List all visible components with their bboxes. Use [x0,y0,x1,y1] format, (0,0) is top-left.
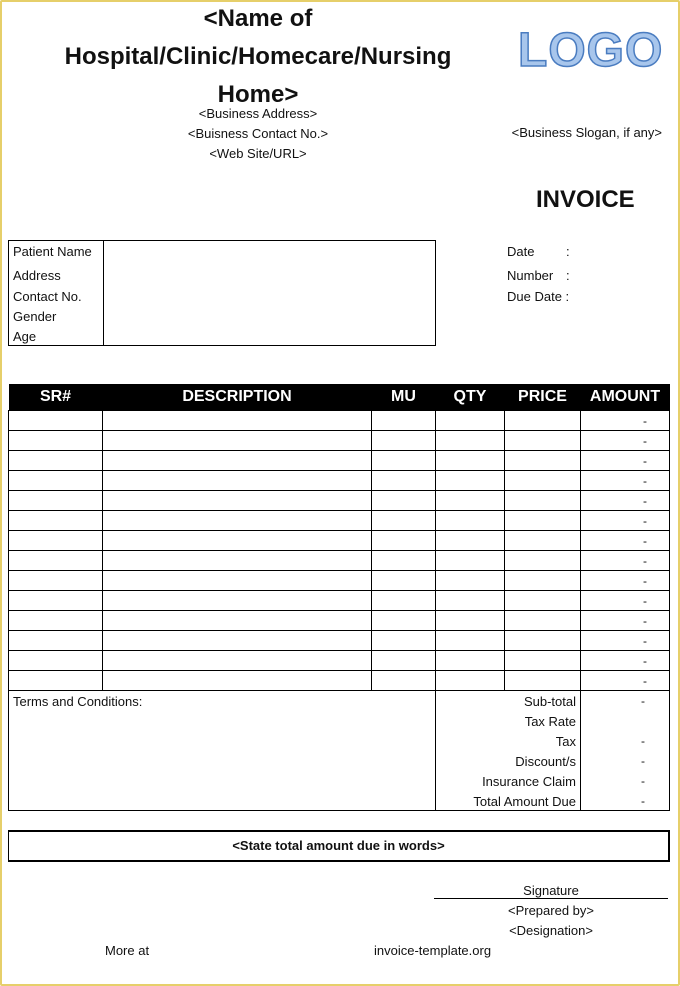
insurance-claim-value: - [641,774,645,788]
col-header-sr: SR# [9,384,103,411]
total-amount-due-label: Total Amount Due [473,794,576,809]
contact-no-label: Contact No. [13,289,82,304]
sr-cell[interactable] [9,531,103,551]
business-address: <Business Address> [198,106,318,121]
sr-cell[interactable] [9,651,103,671]
col-header-description: DESCRIPTION [103,384,372,411]
qty-cell[interactable] [436,531,505,551]
signature-line [434,898,668,899]
number-label: Number [507,268,554,283]
subtotal-label: Sub-total [523,694,576,709]
subtotal-value: - [641,694,645,708]
description-cell[interactable] [103,591,372,611]
qty-cell[interactable] [436,551,505,571]
mu-cell[interactable] [372,451,436,471]
invoice-heading: INVOICE [536,186,635,213]
date-label: Date [507,244,535,259]
col-header-amount: AMOUNT [581,384,670,411]
patient-info-box [8,240,436,346]
amount-cell[interactable]: - [581,431,670,451]
price-cell[interactable] [505,411,581,431]
table-row [9,431,670,451]
mu-cell[interactable] [372,591,436,611]
qty-cell[interactable] [436,651,505,671]
table-row [9,491,670,511]
sr-cell[interactable] [9,591,103,611]
mu-cell[interactable] [372,491,436,511]
footer-site-link[interactable]: invoice-template.org [374,943,492,958]
totals-labels-column [435,690,581,810]
col-header-price: PRICE [505,384,581,411]
amount-cell[interactable]: - [581,511,670,531]
sr-cell[interactable] [9,611,103,631]
qty-cell[interactable] [436,491,505,511]
mu-cell[interactable] [372,531,436,551]
mu-cell[interactable] [372,411,436,431]
description-cell[interactable] [103,611,372,631]
description-cell[interactable] [103,471,372,491]
col-header-mu: MU [372,384,436,411]
terms-label: Terms and Conditions: [13,694,143,709]
price-cell[interactable] [505,571,581,591]
table-row [9,551,670,571]
table-row [9,611,670,631]
mu-cell[interactable] [372,511,436,531]
sr-cell[interactable] [9,491,103,511]
price-cell[interactable] [505,491,581,511]
table-row [9,591,670,611]
mu-cell[interactable] [372,431,436,451]
date-colon: : [566,244,570,259]
qty-cell[interactable] [436,631,505,651]
amount-in-words-box[interactable]: <State total amount due in words> [8,830,670,862]
description-cell[interactable] [103,531,372,551]
discount-label: Discount/s [515,754,576,769]
items-table [8,384,670,691]
amount-cell[interactable]: - [581,651,670,671]
price-cell[interactable] [505,631,581,651]
title-line-2: Hospital/Clinic/Homecare/Nursing [64,43,452,70]
sr-cell[interactable] [9,671,103,691]
sr-cell[interactable] [9,431,103,451]
table-row [9,511,670,531]
qty-cell[interactable] [436,511,505,531]
title-line-3: Home> [217,81,299,108]
sr-cell[interactable] [9,471,103,491]
table-row [9,411,670,431]
amount-cell[interactable]: - [581,591,670,611]
table-row [9,631,670,651]
mu-cell[interactable] [372,571,436,591]
discount-value: - [641,754,645,768]
price-cell[interactable] [505,551,581,571]
items-body [9,411,670,691]
footer-more-at: More at [105,943,150,958]
sr-cell[interactable] [9,411,103,431]
amount-cell[interactable]: - [581,411,670,431]
price-cell[interactable] [505,531,581,551]
mu-cell[interactable] [372,671,436,691]
sr-cell[interactable] [9,451,103,471]
table-row [9,571,670,591]
description-cell[interactable] [103,571,372,591]
business-website: <Web Site/URL> [209,146,307,161]
qty-cell[interactable] [436,471,505,491]
gender-label: Gender [13,309,57,324]
sr-cell[interactable] [9,631,103,651]
amount-cell[interactable]: - [581,671,670,691]
amount-cell[interactable]: - [581,611,670,631]
col-header-qty: QTY [436,384,505,411]
qty-cell[interactable] [436,451,505,471]
designation: <Designation> [509,923,593,938]
mu-cell[interactable] [372,551,436,571]
description-cell[interactable] [103,451,372,471]
patient-details-field[interactable] [104,241,435,345]
due-date-label: Due Date : [507,289,570,304]
insurance-claim-label: Insurance Claim [482,774,576,789]
qty-cell[interactable] [436,611,505,631]
amount-cell[interactable]: - [581,571,670,591]
prepared-by: <Prepared by> [507,903,594,918]
price-cell[interactable] [505,451,581,471]
tax-label: Tax [555,734,576,749]
tax-rate-label: Tax Rate [524,714,576,729]
amount-cell[interactable]: - [581,551,670,571]
description-cell[interactable] [103,491,372,511]
amount-cell[interactable]: - [581,531,670,551]
mu-cell[interactable] [372,631,436,651]
table-row [9,471,670,491]
description-cell[interactable] [103,411,372,431]
qty-cell[interactable] [436,591,505,611]
business-name-title [30,0,486,114]
age-label: Age [13,329,37,344]
tax-value: - [641,734,645,748]
amount-cell[interactable]: - [581,631,670,651]
amount-cell[interactable]: - [581,491,670,511]
description-cell[interactable] [103,671,372,691]
table-row [9,671,670,691]
price-cell[interactable] [505,431,581,451]
total-amount-due-value: - [641,794,645,808]
mu-cell[interactable] [372,651,436,671]
sr-cell[interactable] [9,511,103,531]
logo: LOGO [518,24,664,77]
amount-cell[interactable]: - [581,451,670,471]
description-cell[interactable] [103,551,372,571]
patient-name-label: Patient Name [13,244,92,259]
title-line-1: <Name of [203,5,313,32]
price-cell[interactable] [505,611,581,631]
description-cell[interactable] [103,511,372,531]
business-slogan: <Business Slogan, if any> [511,125,662,140]
qty-cell[interactable] [436,671,505,691]
price-cell[interactable] [505,511,581,531]
table-row [9,531,670,551]
mu-cell[interactable] [372,611,436,631]
description-cell[interactable] [103,651,372,671]
patient-labels-column [9,241,104,345]
address-label: Address [13,268,61,283]
amount-cell[interactable]: - [581,471,670,491]
sr-cell[interactable] [9,551,103,571]
qty-cell[interactable] [436,571,505,591]
sr-cell[interactable] [9,571,103,591]
table-header-row [9,384,670,411]
description-cell[interactable] [103,631,372,651]
table-row [9,651,670,671]
qty-cell[interactable] [436,431,505,451]
price-cell[interactable] [505,591,581,611]
price-cell[interactable] [505,651,581,671]
signature-label: Signature [523,883,579,898]
price-cell[interactable] [505,671,581,691]
business-contact-no: <Buisness Contact No.> [187,126,329,141]
qty-cell[interactable] [436,411,505,431]
totals-section [8,690,670,811]
number-colon: : [566,268,570,283]
mu-cell[interactable] [372,471,436,491]
table-row [9,451,670,471]
price-cell[interactable] [505,471,581,491]
description-cell[interactable] [103,431,372,451]
